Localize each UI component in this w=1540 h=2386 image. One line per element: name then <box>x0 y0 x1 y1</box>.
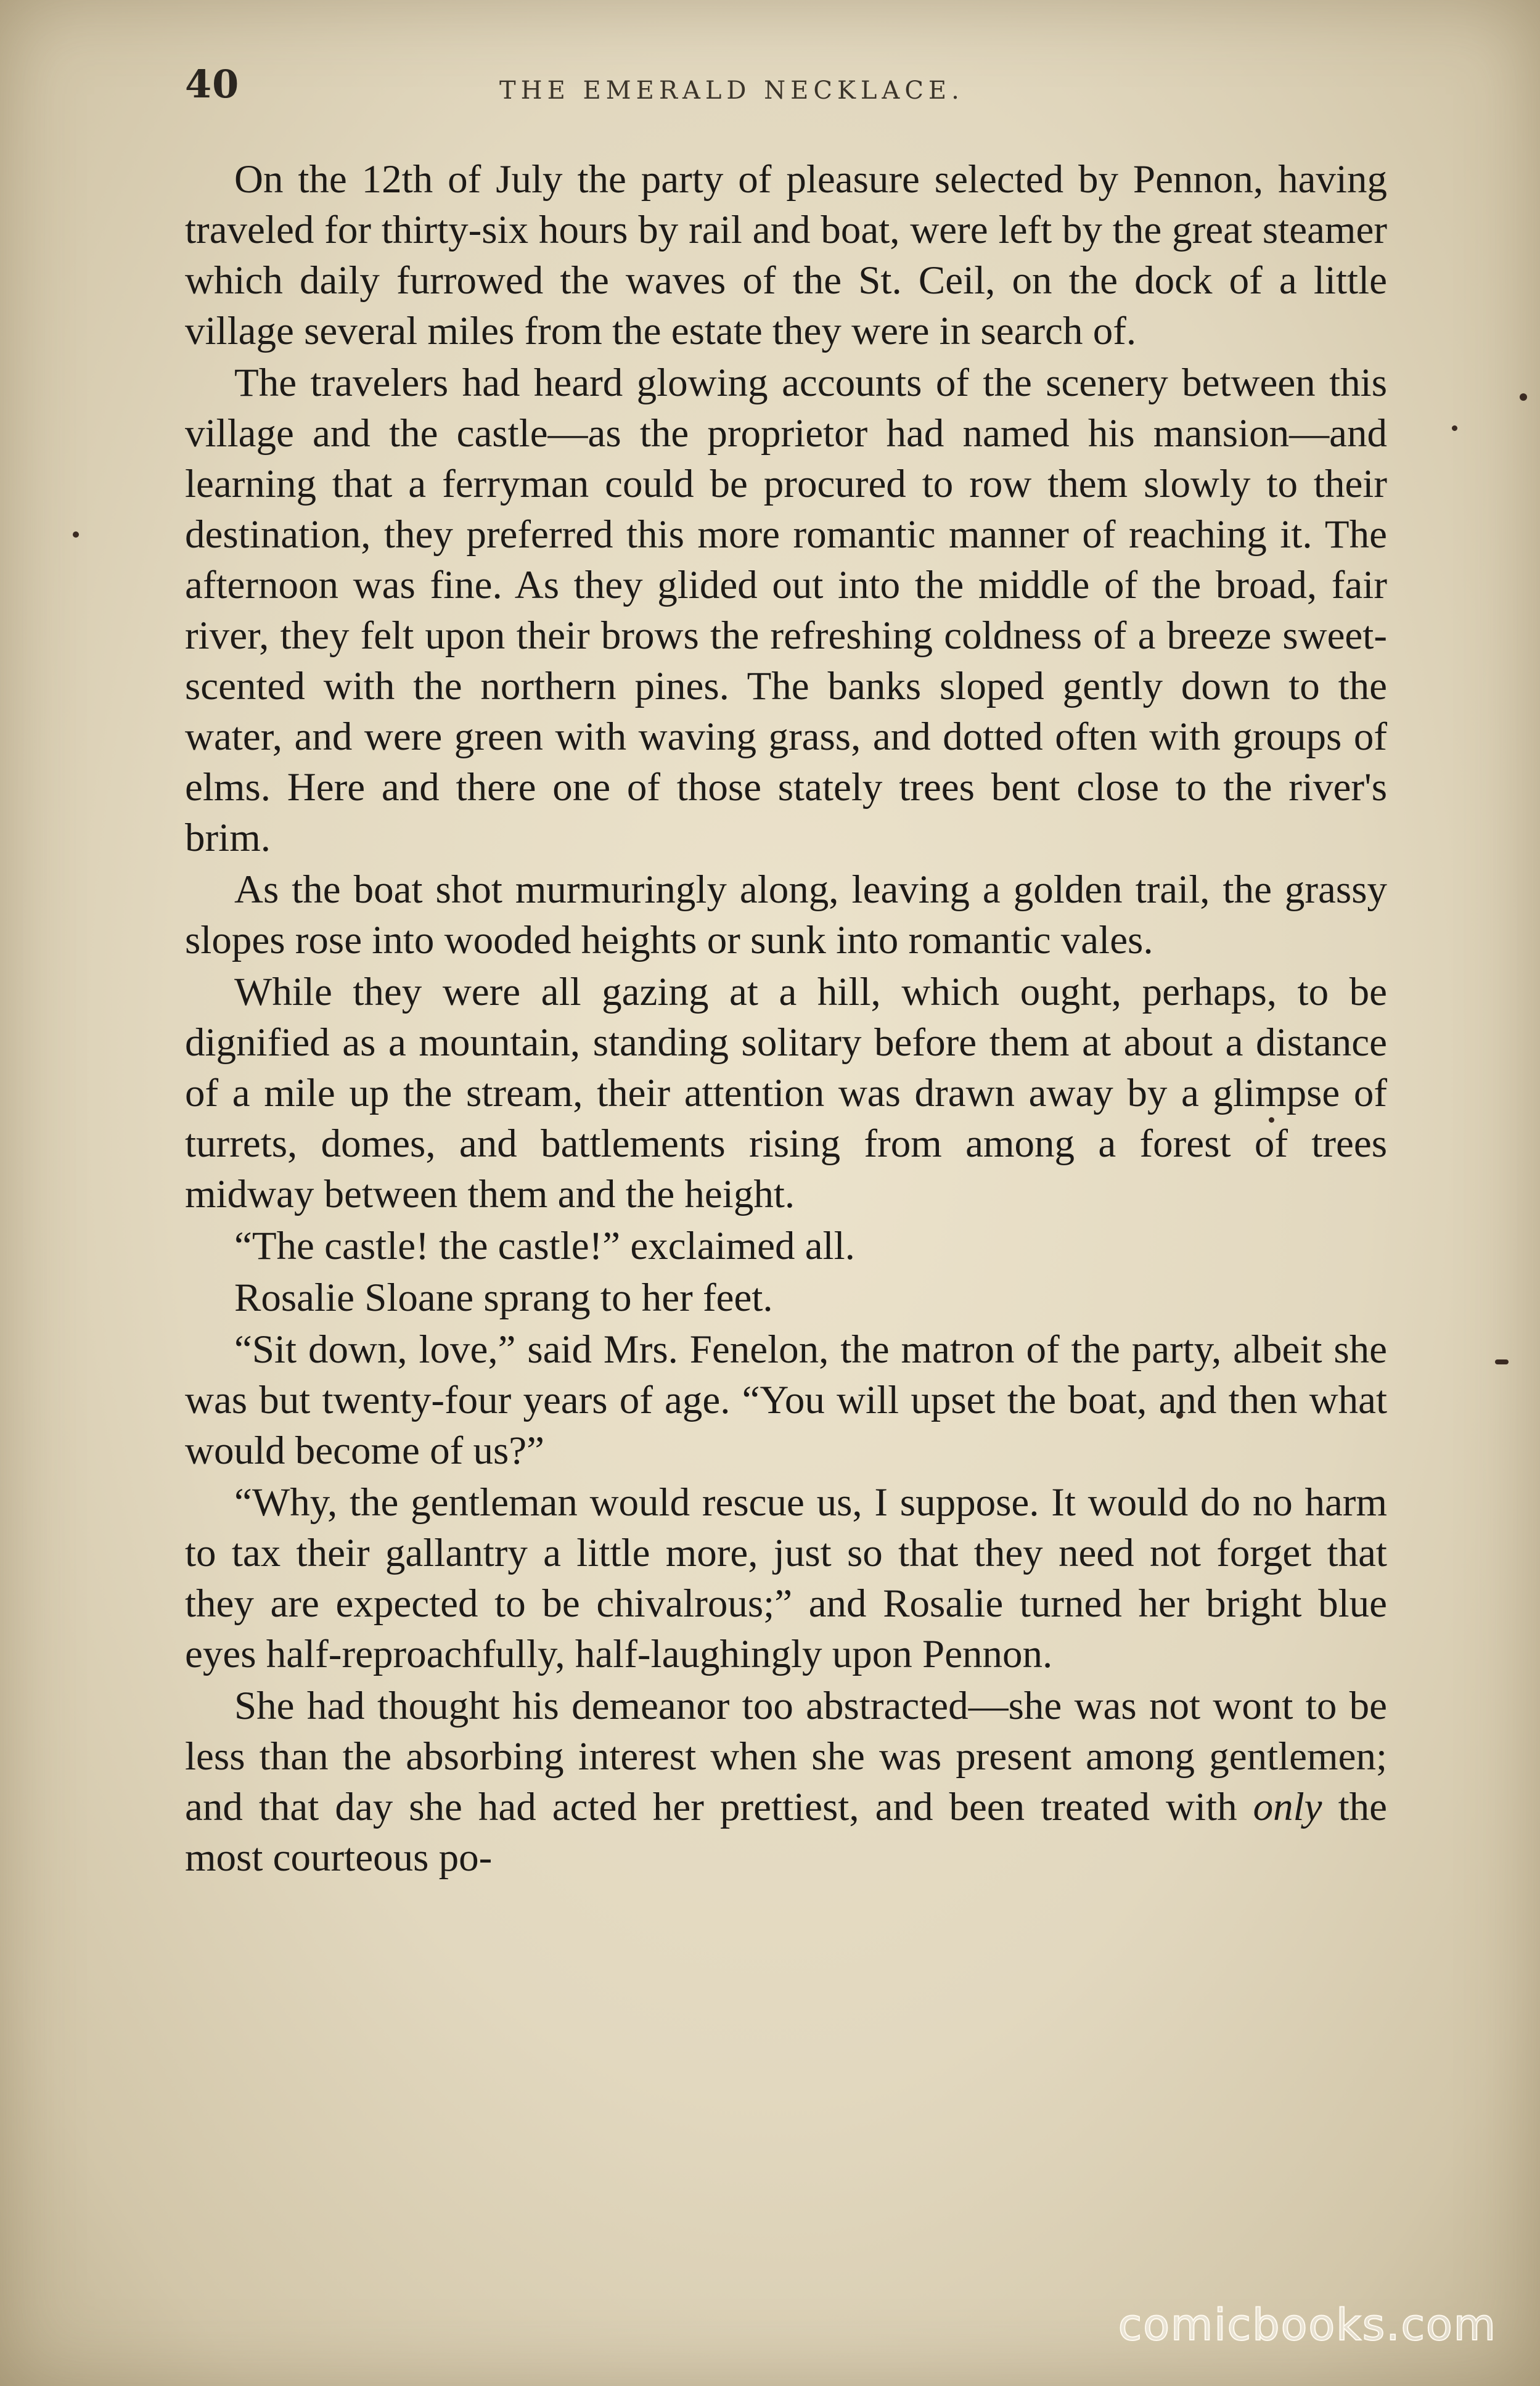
paragraph: While they were all gazing at a hill, which ought, perhaps, to be dignified as a mountain, standing solitary before them at about a distance of a mile up the stream, their attention was drawn away by a glimpse of turrets, domes, and battlements rising from among a forest of trees midway between them and the height. <box>185 970 1387 1216</box>
paragraph: The travelers had heard glowing accounts of the scenery between this village and the castle—as the proprietor had named his mansion—and learning that a ferryman could be procured to row them slowly to their destination, they preferred this more romantic manner of reaching it. The afternoon was fine. As they glided out into the middle of the broad, fair river, they felt upon their brows the refreshing coldness of a breeze sweet-scented with the northern pines. The banks sloped gently down to the water, and were green with waving grass, and dotted often with groups of elms. Here and there one of those stately trees bent close to the river's brim. <box>185 361 1387 860</box>
ink-speck <box>1495 1359 1509 1364</box>
paragraph: Rosalie Sloane sprang to her feet. <box>234 1276 773 1320</box>
italic-emphasis: only <box>1253 1785 1322 1829</box>
paragraph: On the 12th of July the party of pleasure selected by Pennon, having traveled for thirty-six hours by rail and boat, were left by the great steamer which daily furrowed the waves of the St. Ceil, on the dock of a little village several miles from the estate they were in search of. <box>185 157 1387 353</box>
paragraph: “The castle! the castle!” exclaimed all. <box>234 1224 855 1268</box>
page-header <box>185 62 1387 123</box>
running-title: THE EMERALD NECKLACE. <box>499 76 964 105</box>
paragraph <box>185 1681 1387 1883</box>
paragraph-text: She had thought his demeanor too abstracted—she was not wont to be less than the absorbing interest when she was present among gentlemen; and that day she had acted her prettiest, and been treated with <box>185 1684 1387 1829</box>
paragraph: As the boat shot murmuringly along, leaving a golden trail, the grassy slopes rose into wooded heights or sunk into romantic vales. <box>185 867 1387 962</box>
ink-speck <box>1520 393 1527 401</box>
paragraph-text-continued: the most courteous po- <box>185 1785 1387 1880</box>
body-text <box>185 154 1387 1884</box>
paragraph: “Sit down, love,” said Mrs. Fenelon, the matron of the party, albeit she was but twenty-four years of age. “You will upset the boat, and then what would become of us?” <box>185 1327 1387 1473</box>
paragraph: “Why, the gentleman would rescue us, I suppose. It would do no harm to tax their gallantry a little more, just so that they need not forget that they are expected to be chivalrous;” and Rosalie turned her bright blue eyes half-reproachfully, half-laughingly upon Pennon. <box>185 1480 1387 1676</box>
ink-speck <box>73 531 79 538</box>
page-number: 40 <box>185 62 240 107</box>
watermark: comicbooks.com <box>1118 2300 1497 2350</box>
ink-speck <box>1452 425 1457 431</box>
